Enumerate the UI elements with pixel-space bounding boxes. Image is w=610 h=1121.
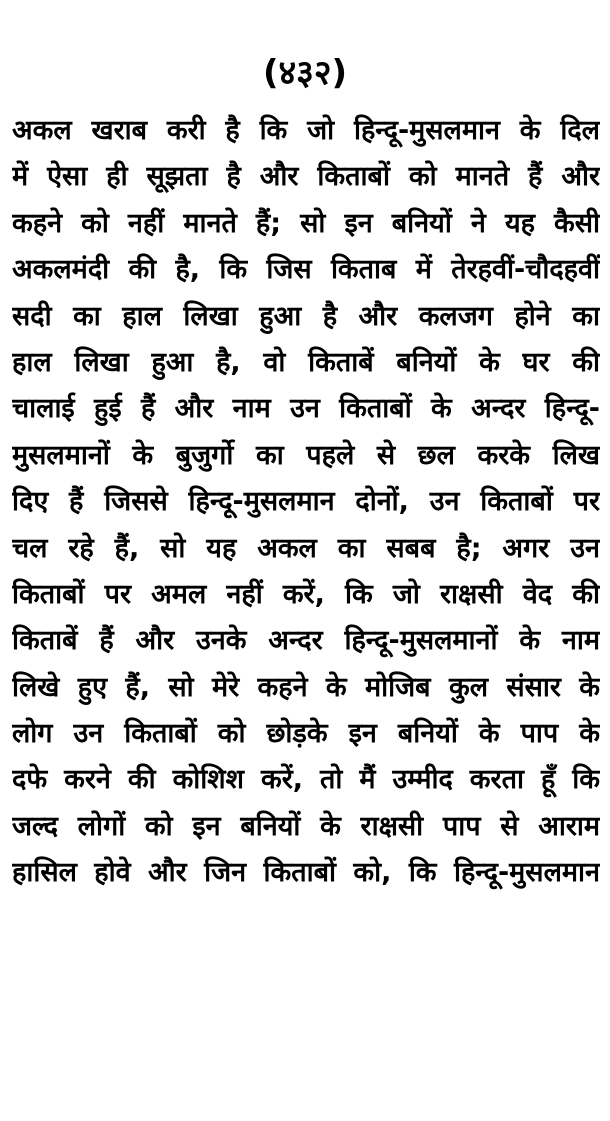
text-line: हाल लिखा हुआ है, वो किताबें बनियों के घर की [12,346,600,378]
text-line: दफे करने की कोशिश करें, तो मैं उम्मीद करता हूँ कि [12,764,600,796]
text-line: लोग उन किताबों को छोड़के इन बनियों के पाप के [12,718,600,750]
text-line: दिए हैं जिससे हिन्दू-मुसलमान दोनों, उन किताबों पर [12,486,600,518]
text-line: अकल खराब करी है कि जो हिन्दू-मुसलमान के दिल [12,115,600,146]
text-line: चालाई हुई हैं और नाम उन किताबों के अन्दर हिन्दू- [12,393,600,425]
text-line: अकलमंदी की है, कि जिस किताब में तेरहवीं-चौदहवीं [12,254,600,286]
body-text [12,108,600,897]
text-line: चल रहे हैं, सो यह अकल का सबब है; अगर उन [12,532,600,564]
text-line: हासिल होवे और जिन किताबों को, कि हिन्दू-मुसलमान [12,857,600,889]
text-line: सदी का हाल लिखा हुआ है और कलजग होने का [12,300,600,332]
text-line: कहने को नहीं मानते हैं; सो इन बनियों ने यह कैसी [12,207,600,239]
text-line: किताबों पर अमल नहीं करें, कि जो राक्षसी वेद की [12,578,600,610]
text-line: लिखे हुए हैं, सो मेरे कहने के मोजिब कुल संसार के [12,671,600,703]
text-line: जल्द लोगों को इन बनियों के राक्षसी पाप से आराम [12,810,600,842]
text-line: किताबें हैं और उनके अन्दर हिन्दू-मुसलमानों के नाम [12,625,600,657]
text-line: मुसलमानों के बुजुर्गो का पहले से छल करके लिख [12,439,600,471]
page-number: (४३२) [262,53,348,93]
text-line: में ऐसा ही सूझता है और किताबों को मानते हैं और [12,161,600,193]
